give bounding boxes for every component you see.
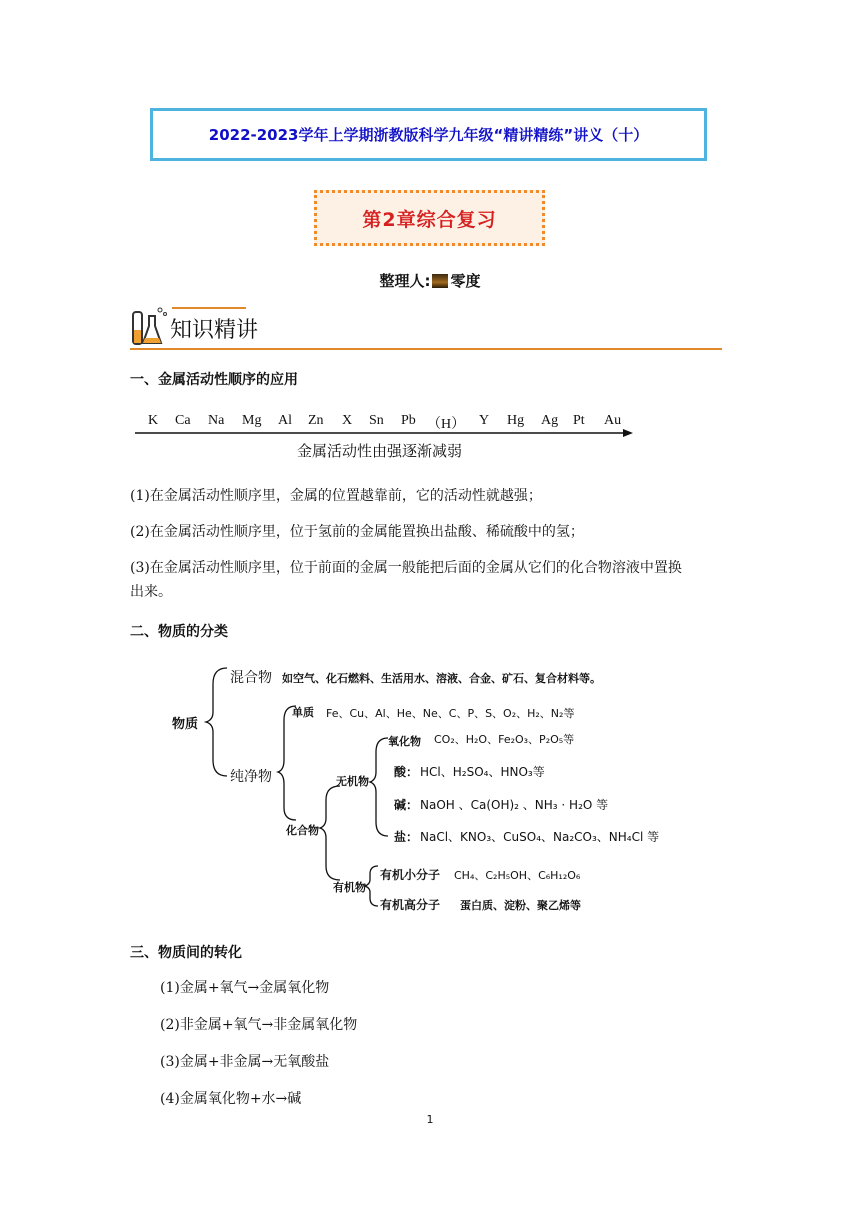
tree-organic-small: 有机小分子 bbox=[380, 868, 441, 882]
author-label: 整理人: bbox=[379, 272, 431, 290]
tree-oxide: 氧化物 bbox=[388, 735, 421, 748]
metal-symbol: Mg bbox=[242, 413, 262, 428]
tree-inorganic: 无机物 bbox=[336, 775, 369, 788]
metal-symbol: Au bbox=[604, 413, 622, 428]
metal-symbol: X bbox=[342, 413, 353, 428]
conversion-4: (4)金属氧化物+水→碱 bbox=[160, 1091, 302, 1107]
page-number: 1 bbox=[426, 1113, 434, 1126]
point-3-cont: 出来。 bbox=[130, 584, 172, 600]
tree-organic-large: 有机高分子 bbox=[380, 898, 441, 912]
metal-symbol: Na bbox=[208, 413, 225, 428]
metal-symbol: Zn bbox=[308, 413, 324, 428]
document-title: 2022-2023学年上学期浙教版科学九年级“精讲精练”讲义（十） bbox=[208, 126, 649, 144]
metal-symbol: Ag bbox=[541, 413, 559, 428]
section-banner-title: 知识精讲 bbox=[170, 318, 259, 343]
point-3: (3)在金属活动性顺序里，位于前面的金属一般能把后面的金属从它们的化合物溶液中置换 bbox=[130, 560, 682, 576]
metal-symbol: Sn bbox=[369, 413, 384, 428]
metal-symbol: K bbox=[148, 413, 159, 428]
tree-organic-large-examples: 蛋白质、淀粉、聚乙烯等 bbox=[460, 899, 581, 912]
tree-acid-examples: HCl、H₂SO₄、HNO₃等 bbox=[420, 765, 545, 779]
tree-acid: 酸： bbox=[394, 765, 419, 779]
tree-organic-small-examples: CH₄、C₂H₅OH、C₆H₁₂O₆ bbox=[454, 869, 581, 882]
tree-mixture: 混合物 bbox=[230, 670, 272, 686]
metal-symbol: （H） bbox=[427, 417, 466, 432]
metal-symbol: Pb bbox=[401, 413, 416, 428]
conversion-3: (3)金属+非金属→无氧酸盐 bbox=[160, 1054, 330, 1070]
tree-base-examples: NaOH 、Ca(OH)₂ 、NH₃ · H₂O 等 bbox=[420, 798, 609, 812]
author-name: 零度 bbox=[450, 272, 481, 290]
point-2: (2)在金属活动性顺序里，位于氢前的金属能置换出盐酸、稀硫酸中的氢； bbox=[130, 524, 584, 540]
tree-compound: 化合物 bbox=[286, 824, 319, 837]
tree-elemental-examples: Fe、Cu、Al、He、Ne、C、P、S、O₂、H₂、N₂等 bbox=[326, 707, 575, 720]
section3-heading: 三、物质间的转化 bbox=[130, 945, 242, 961]
tree-base: 碱： bbox=[394, 798, 419, 812]
tree-salt-examples: NaCl、KNO₃、CuSO₄、Na₂CO₃、NH₄Cl 等 bbox=[420, 830, 660, 844]
metal-symbol: Ca bbox=[175, 413, 191, 428]
metal-symbol: Pt bbox=[573, 413, 585, 428]
section2-heading: 二、物质的分类 bbox=[130, 624, 228, 640]
conversion-2: (2)非金属+氧气→非金属氧化物 bbox=[160, 1017, 358, 1033]
tree-elemental: 单质 bbox=[292, 706, 314, 719]
tree-organic: 有机物 bbox=[333, 881, 366, 894]
chapter-title: 第2章综合复习 bbox=[362, 208, 497, 231]
point-1: (1)在金属活动性顺序里，金属的位置越靠前，它的活动性就越强； bbox=[130, 488, 542, 504]
metal-symbol: Y bbox=[479, 413, 490, 428]
tree-pure: 纯净物 bbox=[230, 769, 272, 785]
tree-mixture-examples: 如空气、化石燃料、生活用水、溶液、合金、矿石、复合材料等。 bbox=[282, 672, 601, 685]
tree-root: 物质 bbox=[172, 717, 199, 732]
tree-salt: 盐： bbox=[394, 830, 419, 844]
section1-heading: 一、金属活动性顺序的应用 bbox=[130, 372, 298, 388]
metal-symbol: Hg bbox=[507, 413, 525, 428]
metal-symbol: Al bbox=[278, 413, 292, 428]
activity-axis-caption: 金属活动性由强逐渐减弱 bbox=[297, 442, 463, 460]
tree-oxide-examples: CO₂、H₂O、Fe₂O₃、P₂O₅等 bbox=[434, 733, 575, 746]
conversion-1: (1)金属+氧气→金属氧化物 bbox=[160, 980, 330, 996]
